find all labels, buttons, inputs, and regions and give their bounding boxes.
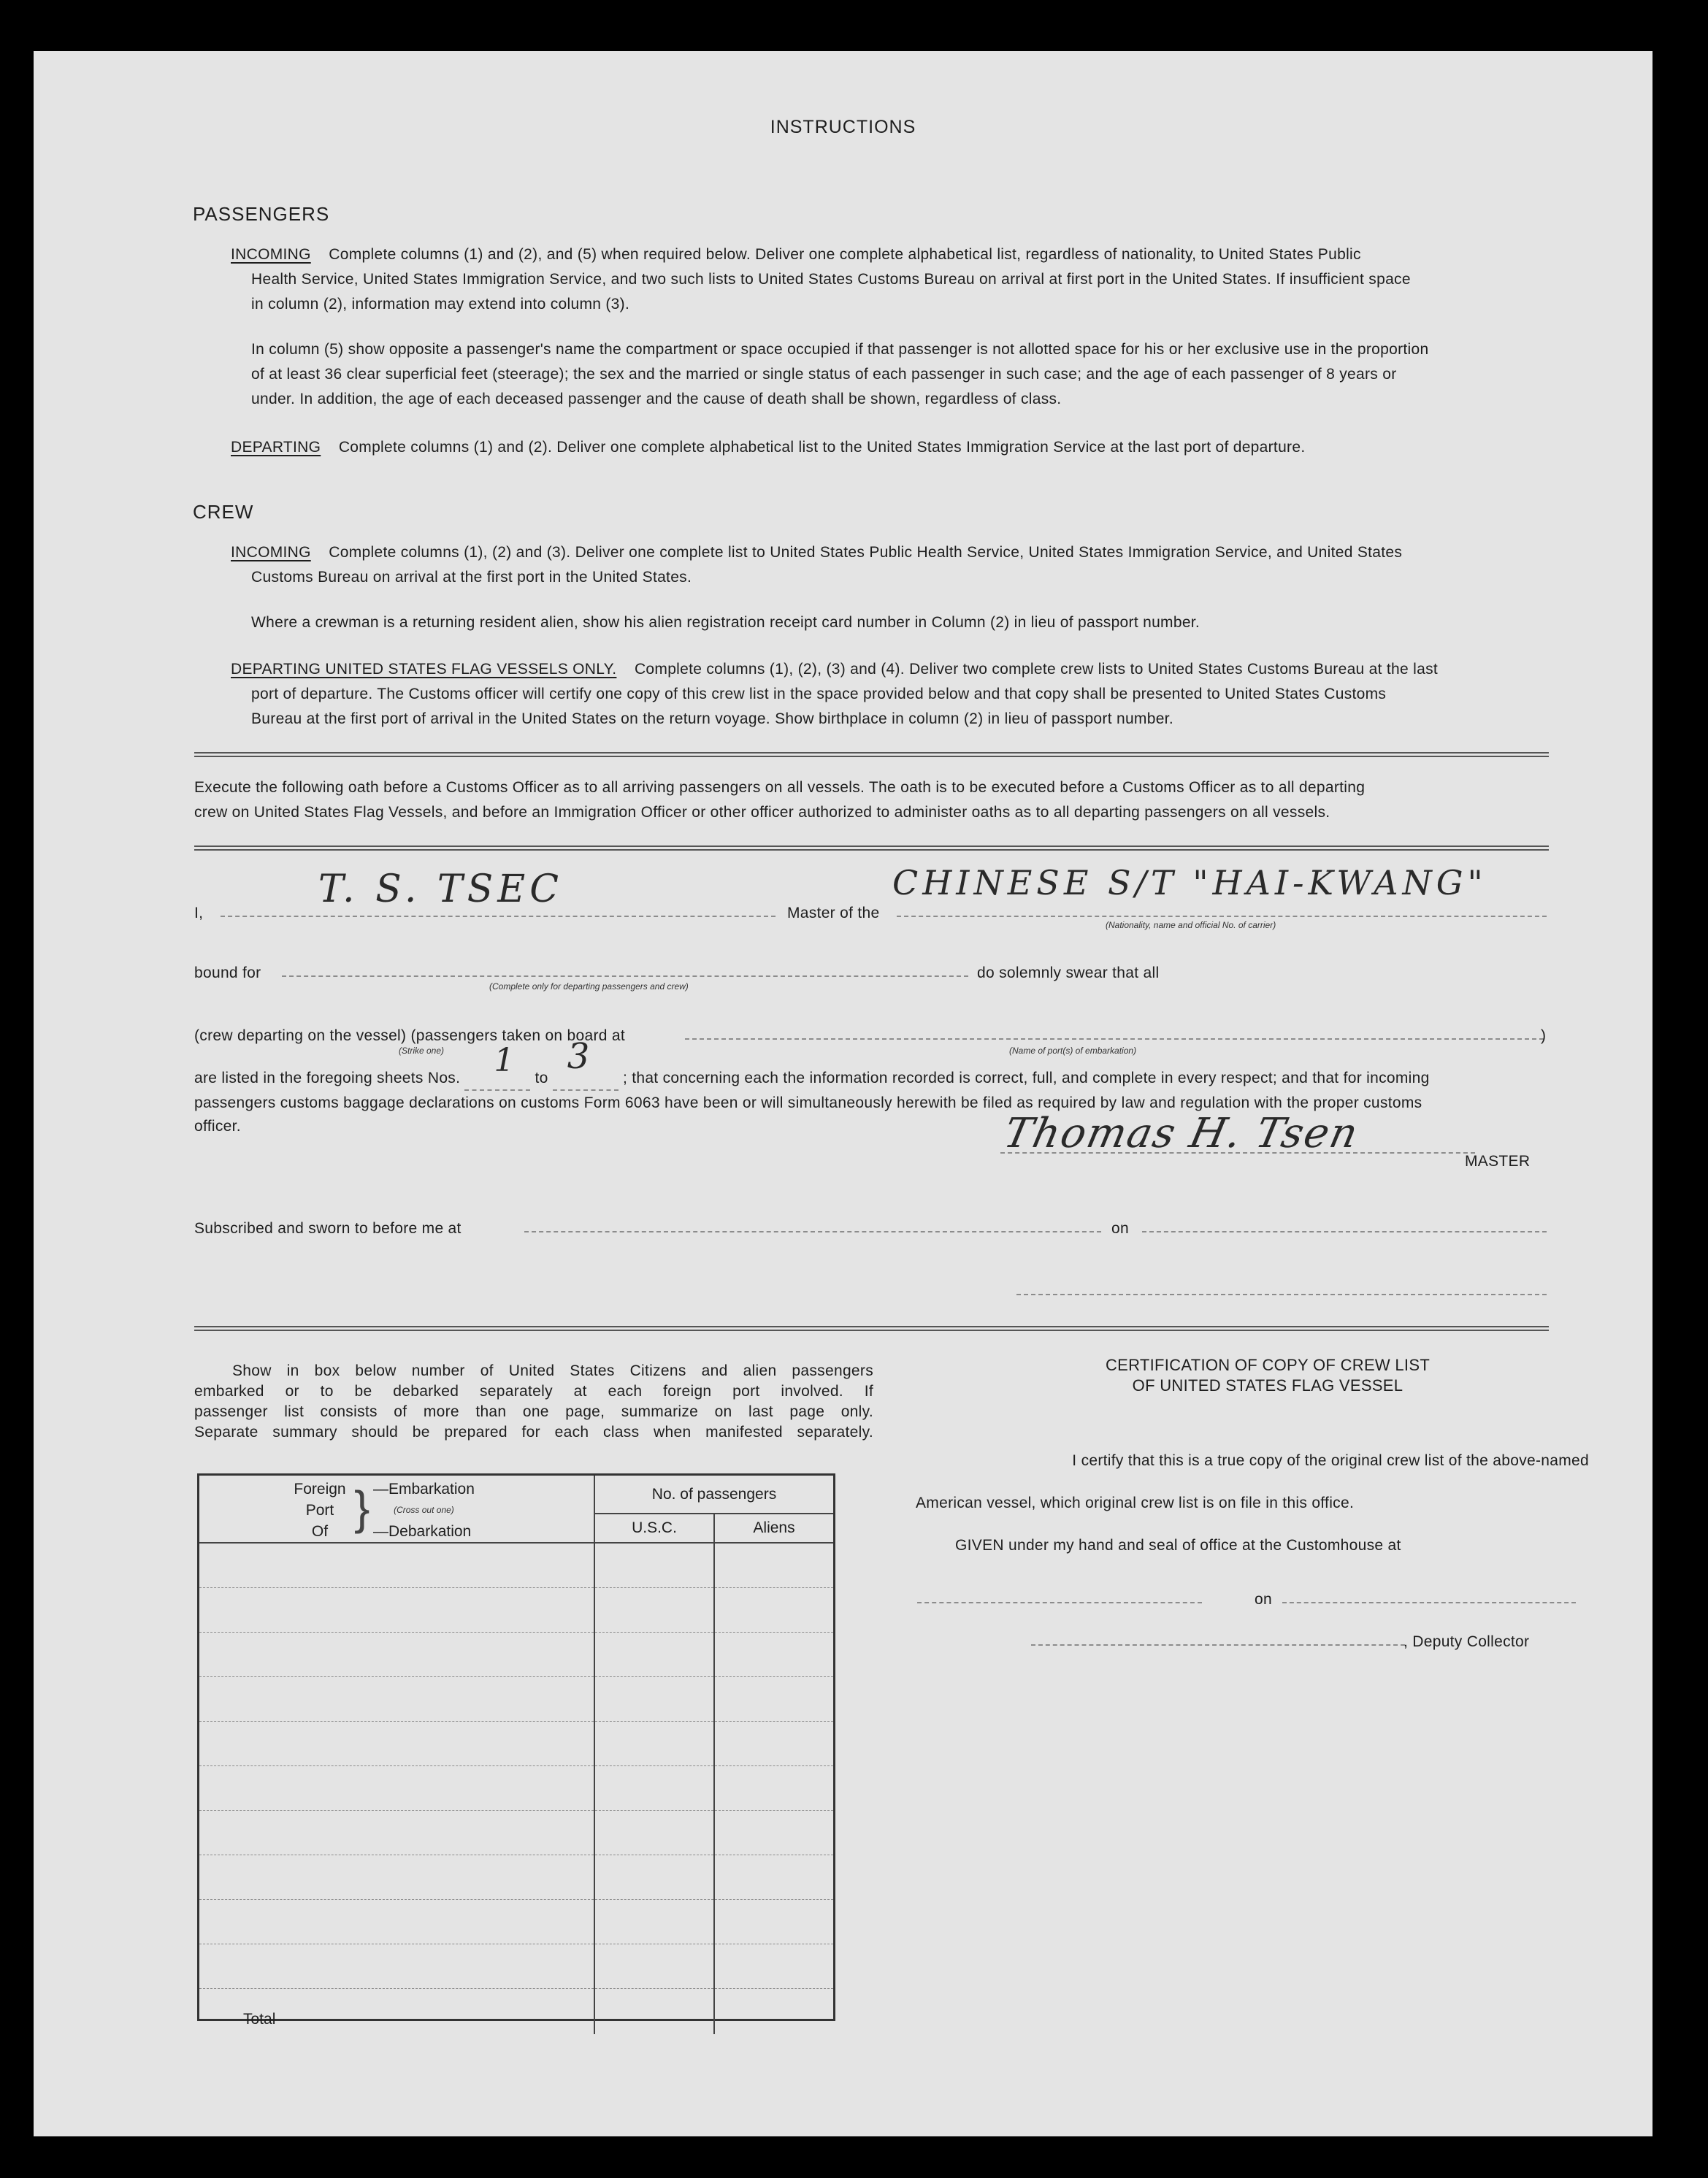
total-aliens-cell [714,1989,833,2034]
port-cell [199,1944,594,1989]
usc-cell [594,1855,714,1900]
vessel-line [897,916,1547,917]
certification-line-3: GIVEN under my hand and seal of office at the Customhouse at [955,1537,1401,1554]
certification-on-label: on [1255,1591,1272,1608]
aliens-cell [714,1766,833,1811]
subscribed-place-line [524,1231,1101,1232]
certification-title [939,1355,1596,1396]
port-cell [199,1900,594,1944]
aliens-cell [714,1944,833,1989]
port-row [199,1722,833,1766]
officer-line: officer. [194,1118,241,1135]
of-label: Of [311,1523,329,1540]
passengers-incoming-line-1: Complete columns (1) and (2), and (5) when required below. Deliver one complete alphabetical list, regardless of nationality, to United States Public [329,246,1361,263]
crew-departing-line-1: Complete columns (1), (2), (3) and (4). Deliver two complete crew lists to United States Customs Bureau at the last [634,661,1439,678]
listed-rest: ; that concerning each the information recorded is correct, full, and complete in every respect; and that for incoming [622,1070,1430,1086]
crew-incoming-line-2: Customs Bureau on arrival at the first port in the United States. [251,569,692,586]
port-cell [199,1766,594,1811]
summary-instruction [194,1361,873,1443]
port-cell [199,1855,594,1900]
deputy-collector-label: , Deputy Collector [1403,1633,1530,1650]
oath-instruction-line-1: Execute the following oath before a Customs Officer as to all arriving passengers on all vessels. The oath is to be executed before a Customs Officer as to all departing [194,779,1366,796]
embarkation-port-line [685,1038,1544,1040]
subscribed-date-line [1142,1231,1547,1232]
certification-title-line-1: CERTIFICATION OF COPY OF CREW LIST [1105,1356,1431,1374]
foreign-label: Foreign [294,1481,346,1498]
usc-cell [594,1900,714,1944]
section-divider [194,845,1549,851]
debarkation-label: —Debarkation [373,1523,472,1540]
master-signature: Thomas H. Tsen [1000,1110,1363,1157]
port-row [199,1677,833,1722]
summary-line-1: Show in box below number of United States Citizens and alien passengers [232,1362,873,1379]
sheet-from-handwritten: 1 [494,1042,519,1079]
baggage-line: passengers customs baggage declarations on customs Form 6063 have been or will simultaneously herewith be filed as required by law and regulation with the proper customs [194,1094,1422,1111]
master-of-label: Master of the [787,905,880,921]
passengers-departing-label: DEPARTING [231,439,321,456]
crew-departing-label: DEPARTING UNITED STATES FLAG VESSELS ONLY. [231,661,617,678]
port-cell [199,1588,594,1633]
passengers-incoming-block [231,242,1574,317]
port-row [199,1855,833,1900]
certification-line-1: I certify that this is a true copy of the original crew list of the above-named [1072,1452,1589,1469]
total-label: Total [199,1989,594,2034]
vessel-handwritten: CHINESE S/T "HAI-KWANG" [892,863,1487,902]
ports-summary-table [197,1473,835,2028]
aliens-cell [714,1543,833,1588]
crew-departing-label: (crew departing on the vessel) (passengers taken on board at [194,1027,625,1044]
aliens-cell [714,1811,833,1855]
subscribed-label: Subscribed and sworn to before me at [194,1220,462,1237]
vessel-caption: (Nationality, name and official No. of carrier) [1106,920,1276,930]
passengers-incoming-line-3: in column (2), information may extend into column (3). [251,296,630,312]
usc-cell [594,1633,714,1677]
aliens-header: Aliens [714,1514,833,1543]
port-cell [199,1543,594,1588]
usc-cell [594,1677,714,1722]
section-divider [194,752,1549,757]
usc-header: U.S.C. [594,1514,714,1543]
port-cell [199,1677,594,1722]
summary-line-2: embarked or to be debarked separately at each foreign port involved. If [194,1383,873,1400]
sheet-to-handwritten: 3 [567,1036,594,1077]
port-cell [199,1722,594,1766]
sheet-to-field [553,1036,619,1091]
summary-line-3: passenger list consists of more than one page, summarize on last page only. [194,1403,873,1420]
close-paren: ) [1541,1027,1547,1044]
port-caption: (Name of port(s) of embarkation) [1009,1046,1137,1056]
aliens-cell [714,1677,833,1722]
aliens-cell [714,1855,833,1900]
crew-departing-line-3: Bureau at the first port of arrival in the United States on the return voyage. Show birthplace in column (2) in lieu of passport number. [251,710,1173,727]
port-row [199,1543,833,1588]
aliens-cell [714,1722,833,1766]
crew-resident-text: Where a crewman is a returning resident alien, show his alien registration receipt card number in Column (2) in lieu of passport number. [251,614,1200,631]
aliens-cell [714,1588,833,1633]
column5-line-3: under. In addition, the age of each deceased passenger and the cause of death shall be shown, regardless of class. [251,391,1062,407]
bound-for-line [282,975,968,977]
i-label: I, [194,905,204,921]
crew-departing-line-2: port of departure. The Customs officer will certify one copy of this crew list in the space provided below and that copy shall be presented to United States Customs [251,686,1387,702]
summary-line-4: Separate summary should be prepared for each class when manifested separately. [194,1424,873,1441]
port-cell [199,1633,594,1677]
page-title: INSTRUCTIONS [770,117,916,137]
aliens-cell [714,1633,833,1677]
document-page [34,51,1653,2136]
port-row [199,1633,833,1677]
section-divider [194,1326,1549,1331]
crew-incoming-label: INCOMING [231,544,311,561]
master-name-line [221,916,776,917]
port-row [199,1811,833,1855]
master-name-handwritten: T. S. TSEC [318,867,563,911]
column5-line-2: of at least 36 clear superficial feet (steerage); the sex and the married or single status of each passenger in such case; and the age of each passenger of 8 years or [251,366,1397,383]
bound-for-label: bound for [194,965,261,981]
foreign-port-header [199,1476,594,1543]
master-label: MASTER [1465,1153,1531,1170]
cross-out-one-caption: (Cross out one) [394,1505,454,1515]
aliens-cell [714,1900,833,1944]
customhouse-line [917,1602,1202,1603]
subscribed-on-label: on [1111,1220,1129,1237]
embarkation-label: —Embarkation [373,1481,475,1498]
no-of-passengers-header: No. of passengers [594,1476,833,1514]
passengers-departing-text: Complete columns (1) and (2). Deliver one complete alphabetical list to the United States Immigration Service at the last port of departure. [338,439,1306,456]
to-label: to [535,1070,548,1086]
listed-label: are listed in the foregoing sheets Nos. [194,1070,461,1086]
crew-incoming-line-1: Complete columns (1), (2) and (3). Deliver one complete list to United States Public Health Service, United States Immigration Service, and United States [329,544,1403,561]
port-row [199,1944,833,1989]
officer-signature-line [1016,1294,1547,1295]
sheet-from-field [464,1042,530,1091]
usc-cell [594,1543,714,1588]
port-row [199,1588,833,1633]
port-cell [199,1811,594,1855]
certification-date-line [1282,1602,1576,1603]
passengers-incoming-line-2: Health Service, United States Immigration Service, and two such lists to United States Customs Bureau on arrival at first port in the United States. If insufficient space [251,271,1411,288]
port-row [199,1766,833,1811]
usc-cell [594,1766,714,1811]
oath-instruction [194,775,1552,825]
oath-instruction-line-2: crew on United States Flag Vessels, and before an Immigration Officer or other officer authorized to administer oaths as to all departing passengers on all vessels. [194,804,1330,821]
certification-line-2: American vessel, which original crew list is on file in this office. [916,1495,1355,1511]
total-usc-cell [594,1989,714,2034]
passengers-heading: PASSENGERS [193,203,330,225]
port-row [199,1900,833,1944]
swear-text: do solemnly swear that all [977,965,1160,981]
usc-cell [594,1944,714,1989]
crew-incoming-block [231,540,1574,590]
port-label: Port [305,1502,334,1519]
brace-icon: } [354,1481,370,1534]
bound-for-caption: (Complete only for departing passengers and crew) [489,981,689,992]
column5-line-1: In column (5) show opposite a passenger's name the compartment or space occupied if that passenger is not allotted space for his or her exclusive use in the proportion [251,341,1429,358]
certification-title-line-2: OF UNITED STATES FLAG VESSEL [1132,1376,1403,1395]
deputy-collector-line [1031,1644,1405,1646]
passengers-incoming-label: INCOMING [231,246,311,263]
crew-departing-block [231,657,1574,732]
usc-cell [594,1588,714,1633]
crew-heading: CREW [193,501,254,523]
passengers-column5-block [251,337,1573,412]
usc-cell [594,1722,714,1766]
usc-cell [594,1811,714,1855]
passengers-departing-block [231,435,1574,460]
strike-one-caption: (Strike one) [399,1046,445,1056]
